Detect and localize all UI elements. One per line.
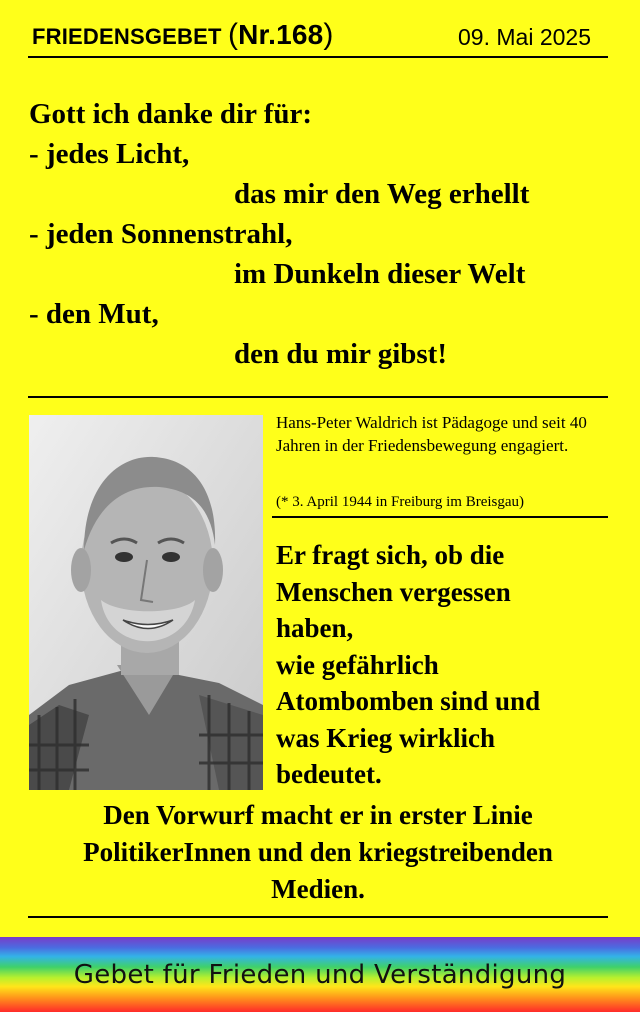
portrait-illustration bbox=[29, 415, 263, 790]
title-text: FRIEDENSGEBET bbox=[32, 24, 222, 49]
prayer-text bbox=[29, 94, 609, 374]
quote-line: Menschen vergessen bbox=[276, 576, 511, 607]
issue-date: 09. Mai 2025 bbox=[458, 24, 591, 50]
footer-divider bbox=[28, 916, 608, 918]
footer-slogan: Gebet für Frieden und Verständigung bbox=[73, 960, 567, 990]
prayer-line: den du mir gibst! bbox=[234, 338, 447, 370]
section-divider bbox=[28, 396, 608, 398]
issue-number: Nr.168 bbox=[238, 19, 324, 50]
statement-line: PolitikerInnen und den kriegstreibenden bbox=[83, 837, 553, 867]
header-divider bbox=[28, 56, 608, 58]
prayer-line: - jeden Sonnenstrahl, bbox=[29, 218, 293, 250]
quote-line: bedeutet. bbox=[276, 759, 382, 789]
prayer-line: Gott ich danke dir für: bbox=[29, 98, 313, 130]
quote-line: Atombomben sind und bbox=[276, 686, 541, 716]
issue-paren-close: ) bbox=[323, 18, 334, 51]
quote-line: Er fragt sich, ob die bbox=[276, 540, 505, 570]
statement-text bbox=[20, 797, 616, 908]
quote-line: wie gefährlich bbox=[276, 649, 439, 680]
statement-line: Medien. bbox=[271, 874, 365, 904]
bio-text: Hans-Peter Waldrich ist Pädagoge und seit 40 Jahren in der Friedensbewegung engagiert. bbox=[276, 413, 587, 455]
issue-paren-open: ( bbox=[227, 18, 239, 51]
statement-line: Den Vorwurf macht er in erster Linie bbox=[103, 800, 533, 830]
prayer-line: - jedes Licht, bbox=[29, 138, 190, 170]
bio-divider bbox=[272, 516, 608, 518]
header bbox=[30, 16, 605, 56]
bio-birth: (* 3. April 1944 in Freiburg im Breisgau) bbox=[276, 494, 525, 510]
newsletter-title bbox=[32, 18, 334, 54]
quote-line: haben, bbox=[276, 613, 354, 643]
quote-line: was Krieg wirklich bbox=[276, 722, 495, 753]
prayer-line: im Dunkeln dieser Welt bbox=[234, 258, 526, 290]
prayer-line: das mir den Weg erhellt bbox=[234, 178, 530, 210]
prayer-line: - den Mut, bbox=[29, 298, 159, 330]
quote-text bbox=[276, 537, 616, 793]
portrait-photo bbox=[29, 415, 263, 790]
